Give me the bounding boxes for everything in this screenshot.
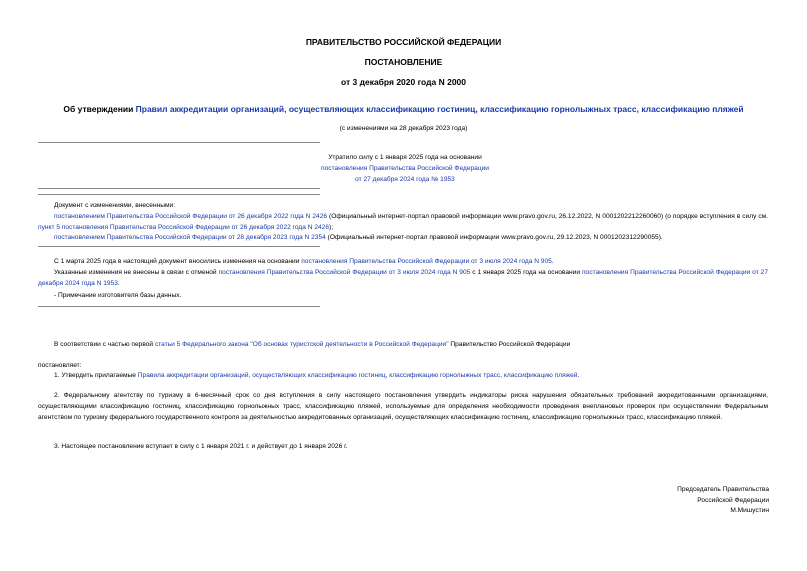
divider [38,306,320,307]
signature-name: М.Мишустин [730,507,769,514]
paragraph-1-tail: . [577,372,580,379]
paragraph-3: 3. Настоящее постановление вступает в силу с 1 января 2021 г. и действует до 1 января 2026 г. [54,443,348,450]
expired-note [240,152,570,185]
change-link-2354[interactable]: постановлением Правительства Российской Федерации от 28 декабря 2023 года N 2354 [54,234,326,241]
changes-item-2 [54,232,774,243]
doc-date-number: от 3 декабря 2020 года N 2000 [340,77,467,87]
doc-title-link[interactable]: Правил аккредитации организаций, осуществляющих классификацию гостиниц, классификацию горнолыжных трасс, классификацию пляжей [135,104,744,114]
gov-header: ПРАВИТЕЛЬСТВО РОССИЙСКОЙ ФЕДЕРАЦИИ [305,37,502,47]
edition-note: (с изменениями на 28 декабря 2023 года) [339,125,468,132]
doc-type: ПОСТАНОВЛЕНИЕ [364,57,443,67]
signature-position: Председатель Правительства [677,486,769,493]
rules-link[interactable]: Правила аккредитации организаций, осуществляющих классификацию гостиниц, классификацию горнолыжных трасс, классификацию пляжей [137,372,578,379]
expired-link-1[interactable]: постановления Правительства Российской Федерации [321,165,489,172]
resolves-label: постановляет: [38,362,82,369]
change-text-2426: (Официальный интернет-портал правовой информации www.pravo.gov.ru, 26.12.2022, N 0001202212260060) (о порядке вступления в силу см. [327,213,768,220]
note-1-text: С 1 марта 2025 года в настоящий документ вносились изменения на основании [54,258,302,265]
expired-text: Утратило силу с 1 января 2025 года на основании [328,154,482,161]
note-2-link-905[interactable]: постановления Правительства Российской Федерации от 3 июля 2024 года N 905 [218,269,471,276]
expired-link-2[interactable]: от 27 декабря 2024 года № 1953 [355,176,455,183]
divider [38,142,320,143]
intro-paragraph [54,339,570,350]
change-link-2426-p5[interactable]: пункт 5 постановления Правительства Российской Федерации от 26 декабря 2022 года N 2426 [38,224,329,231]
change-link-2426[interactable]: постановлением Правительства Российской Федерации от 26 декабря 2022 года N 2426 [54,213,328,220]
changes-item-1 [38,211,768,233]
note-2-mid: с 1 января 2025 года на основании [470,269,582,276]
note-2-text: Указанные изменения не внесены в связи с отменой [54,269,219,276]
note-2-link-1953[interactable]: постановления Правительства Российской Федерации от 27 декабря 2024 года N 1953 [38,269,769,287]
divider [38,188,320,189]
change-text-2354: (Официальный интернет-портал правовой информации www.pravo.gov.ru, 29.12.2023, N 0001202312290055). [325,234,663,241]
note-1-tail: . [551,258,554,265]
note-1 [54,256,554,267]
paragraph-1 [54,370,579,381]
divider [38,246,320,247]
divider [38,194,320,195]
signature-org: Российской Федерации [697,496,769,504]
doc-title-prefix: Об утверждении [63,104,136,114]
note-2 [38,267,768,289]
changes-heading: Документ с изменениями, внесенными: [54,202,176,209]
note-1-link[interactable]: постановления Правительства Российской Федерации от 3 июля 2024 года N 905 [301,258,552,265]
signature-block [677,485,769,517]
paragraph-2: 2. Федеральному агентству по туризму в 6-месячный срок со дня вступления в силу настоящего постановления утвердить индикаторы риска нарушения обязательных требований аккредитованными организациями, осуществляющими классификацию гостиниц, классификацию горнолыжных трасс, классификацию пляжей, используемые для определения необходимости проведения внеплановых проверок при осуществлении Федеральным агентством по туризму федерального государственного контроля за деятельностью аккредитованных организаций, осуществляющих классификацию гостиниц, классификацию горнолыжных трасс, классификацию пляжей. [38,392,768,421]
change-tail-2426: ); [329,224,334,231]
intro-text: В соответствии с частью первой [54,341,155,348]
note-3: - Примечание изготовителя базы данных. [54,292,182,299]
paragraph-1-text: 1. Утвердить прилагаемые [54,372,138,379]
note-2-tail: . [117,280,120,287]
intro-law-link[interactable]: статьи 5 Федерального закона "Об основах туристской деятельности в Российской Федерации" [154,341,449,348]
intro-tail: Правительство Российской Федерации [448,341,571,348]
doc-title [20,104,787,114]
